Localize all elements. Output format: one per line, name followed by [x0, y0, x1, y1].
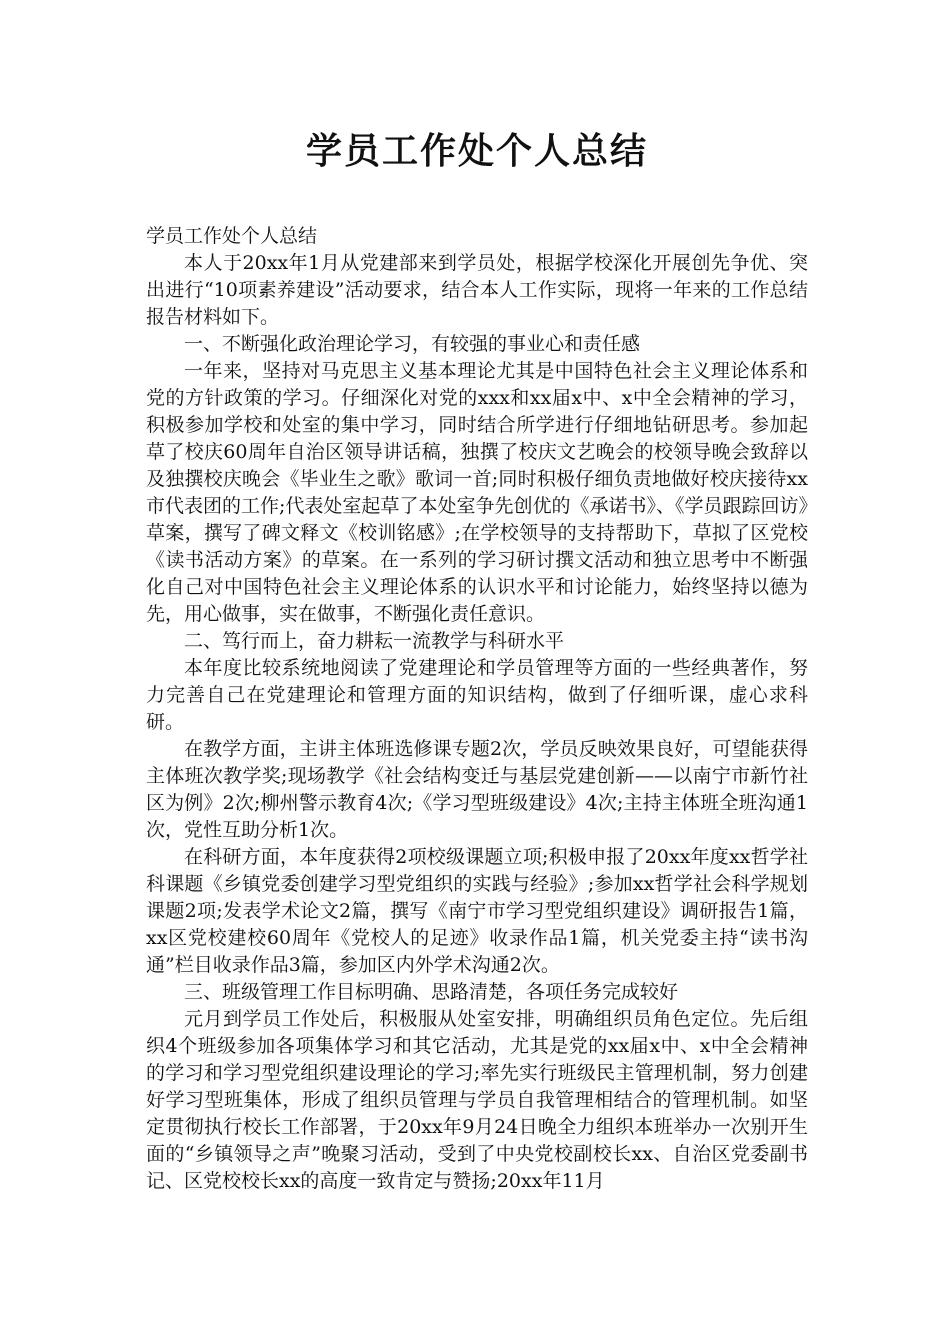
body-paragraph: 在科研方面，本年度获得2项校级课题立项;积极申报了20xx年度xx哲学社科课题《乡镇党委创建学习型党组织的实践与经验》;参加xx哲学社会科学规划课题2项;发表学术论文2篇，撰写《南宁市学习型党组织建设》调研报告1篇，xx区党校建校60周年《党校人的足迹》收录作品1篇，机关党委主持“读书沟通”栏目收录作品3篇，参加区内外学术沟通2次。: [146, 846, 808, 976]
body-paragraph: 本年度比较系统地阅读了党建理论和学员管理等方面的一些经典著作，努力完善自己在党建理论和管理方面的知识结构，做到了仔细听课，虚心求科研。: [146, 657, 808, 733]
document-body: [146, 223, 808, 1195]
body-paragraph: 本人于20xx年1月从党建部来到学员处，根据学校深化开展创先争优、突出进行“10项素养建设”活动要求，结合本人工作实际，现将一年来的工作总结报告材料如下。: [146, 252, 808, 328]
body-paragraph: 二、笃行而上，奋力耕耘一流教学与科研水平: [184, 630, 565, 652]
body-paragraph: 在教学方面，主讲主体班选修课专题2次，学员反映效果良好，可望能获得主体班次教学奖;现场教学《社会结构变迁与基层党建创新——以南宁市新竹社区为例》2次;柳州警示教育4次;《学习型班级建设》4次;主持主体班全班沟通1次，党性互助分析1次。: [146, 738, 808, 841]
document-title: 学员工作处个人总结: [305, 131, 648, 172]
body-paragraph: 元月到学员工作处后，积极服从处室安排，明确组织员角色定位。先后组织4个班级参加各项集体学习和其它活动，尤其是党的xx届x中、x中全会精神的学习和学习型党组织建设理论的学习;率先实行班级民主管理机制，努力创建好学习型班集体，形成了组织员管理与学员自我管理相结合的管理机制。如坚定贯彻执行校长工作部署，于20xx年9月24日晚全力组织本班举办一次别开生面的“乡镇领导之声”晚聚习活动，受到了中央党校副校长xx、自治区党委副书记、区党校校长xx的高度一致肯定与赞扬;20xx年11月: [146, 1008, 808, 1192]
body-paragraph: 一、不断强化政治理论学习，有较强的事业心和责任感: [184, 333, 641, 355]
body-paragraph: 三、班级管理工作目标明确、思路清楚，各项任务完成较好: [184, 981, 679, 1003]
body-paragraph: 一年来，坚持对马克思主义基本理论尤其是中国特色社会主义理论体系和党的方针政策的学习。仔细深化对党的xxx和xx届x中、x中全会精神的学习，积极参加学校和处室的集中学习，同时结合所学进行仔细地钻研思考。参加起草了校庆60周年自治区领导讲话稿，独撰了校庆文艺晚会的校领导晚会致辞以及独撰校庆晚会《毕业生之歌》歌词一首;同时积极仔细负责地做好校庆接待xx市代表团的工作;代表处室起草了本处室争先创优的《承诺书》、《学员跟踪回访》草案，撰写了碑文释文《校训铭感》;在学校领导的支持帮助下，草拟了区党校《读书活动方案》的草案。在一系列的学习研讨撰文活动和独立思考中不断强化自己对中国特色社会主义理论体系的认识水平和讨论能力，始终坚持以德为先，用心做事，实在做事，不断强化责任意识。: [146, 360, 808, 625]
document-subtitle: 学员工作处个人总结: [146, 225, 318, 247]
